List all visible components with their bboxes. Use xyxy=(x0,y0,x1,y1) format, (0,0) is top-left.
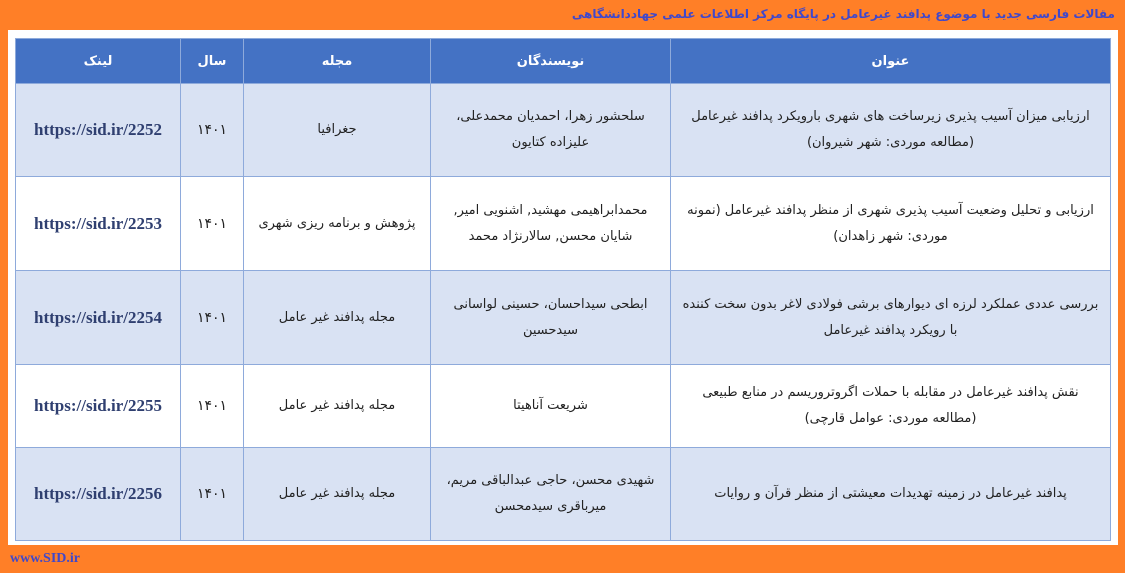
header-year: سال xyxy=(181,39,244,84)
article-title: نقش پدافند غیرعامل در مقابله با حملات اگروتروریسم در منابع طبیعی (مطالعه موردی: عوامل قارچی) xyxy=(671,365,1111,448)
article-title: ارزیابی میزان آسیب پذیری زیرساخت های شهری بارویکرد پدافند غیرعامل (مطالعه موردی: شهر شیروان) xyxy=(671,84,1111,177)
table-row xyxy=(16,84,1111,177)
page-title: مقالات فارسی جدید با موضوع پدافند غیرعامل در پایگاه مرکز اطلاعات علمی جهاددانشگاهی xyxy=(571,7,1115,21)
article-link[interactable]: https://sid.ir/2252 xyxy=(16,84,181,177)
header-journal: مجله xyxy=(244,39,431,84)
article-title: بررسی عددی عملکرد لرزه ای دیوارهای برشی فولادی لاغر بدون سخت کننده با رویکرد پدافند غیرعامل xyxy=(671,271,1111,365)
articles-table xyxy=(15,38,1111,541)
article-link[interactable]: https://sid.ir/2256 xyxy=(16,448,181,541)
article-title: پدافند غیرعامل در زمینه تهدیدات معیشتی از منظر قرآن و روایات xyxy=(671,448,1111,541)
table-row xyxy=(16,271,1111,365)
article-authors: سلحشور زهرا، احمدیان محمدعلی، علیزاده کتایون xyxy=(431,84,671,177)
article-year: ۱۴۰۱ xyxy=(181,84,244,177)
table-row xyxy=(16,448,1111,541)
article-authors: شریعت آناهیتا xyxy=(431,365,671,448)
article-year: ۱۴۰۱ xyxy=(181,177,244,271)
article-title: ارزیابی و تحلیل وضعیت آسیب پذیری شهری از منظر پدافند غیرعامل (نمونه موردی: شهر زاهدان) xyxy=(671,177,1111,271)
header-title: عنوان xyxy=(671,39,1111,84)
article-authors: ابطحی سیداحسان، حسینی لواسانی سیدحسین xyxy=(431,271,671,365)
article-year: ۱۴۰۱ xyxy=(181,365,244,448)
article-journal: پژوهش و برنامه ریزی شهری xyxy=(244,177,431,271)
article-year: ۱۴۰۱ xyxy=(181,271,244,365)
article-journal: مجله پدافند غیر عامل xyxy=(244,271,431,365)
article-year: ۱۴۰۱ xyxy=(181,448,244,541)
article-authors: شهیدی محسن، حاجی عبدالباقی مریم، میرباقری سیدمحسن xyxy=(431,448,671,541)
article-journal: مجله پدافند غیر عامل xyxy=(244,365,431,448)
table-row xyxy=(16,177,1111,271)
article-link[interactable]: https://sid.ir/2253 xyxy=(16,177,181,271)
article-link[interactable]: https://sid.ir/2255 xyxy=(16,365,181,448)
article-journal: جغرافیا xyxy=(244,84,431,177)
article-link[interactable]: https://sid.ir/2254 xyxy=(16,271,181,365)
header-link: لینک xyxy=(16,39,181,84)
footer-link[interactable]: www.SID.ir xyxy=(10,551,81,566)
article-journal: مجله پدافند غیر عامل xyxy=(244,448,431,541)
table-row xyxy=(16,365,1111,448)
header-authors: نویسندگان xyxy=(431,39,671,84)
article-authors: محمدابراهیمی مهشید, اشنویی امیر, شایان محسن, سالارنژاد محمد xyxy=(431,177,671,271)
